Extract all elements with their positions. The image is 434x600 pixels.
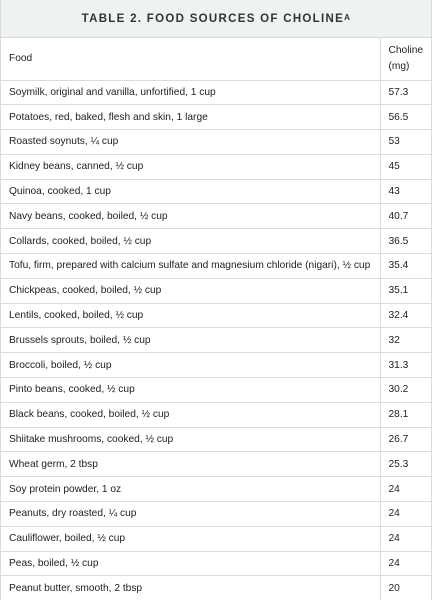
- food-cell: Kidney beans, canned, ½ cup: [1, 154, 380, 179]
- choline-cell: 35.4: [380, 254, 432, 279]
- food-cell: Broccoli, boiled, ½ cup: [1, 353, 380, 378]
- table-row: [1, 105, 432, 130]
- table-row: [1, 378, 432, 403]
- food-cell: Quinoa, cooked, 1 cup: [1, 179, 380, 204]
- choline-cell: 26.7: [380, 427, 432, 452]
- food-cell: Peas, boiled, ½ cup: [1, 551, 380, 576]
- table-caption-text: TABLE 2. FOOD SOURCES OF CHOLINE: [81, 12, 345, 25]
- food-cell: Peanuts, dry roasted, ¼ cup: [1, 502, 380, 527]
- table-row: [1, 130, 432, 155]
- food-cell: Cauliflower, boiled, ½ cup: [1, 526, 380, 551]
- table-row: [1, 477, 432, 502]
- food-cell: Black beans, cooked, boiled, ½ cup: [1, 402, 380, 427]
- choline-cell: 32.4: [380, 303, 432, 328]
- header-choline-label: Choline: [388, 45, 424, 57]
- table-row: [1, 551, 432, 576]
- table-caption-footnote-marker: A: [344, 13, 351, 22]
- table-row: [1, 204, 432, 229]
- choline-cell: 32: [380, 328, 432, 353]
- table-row: [1, 179, 432, 204]
- table-row: [1, 353, 432, 378]
- table-row: [1, 229, 432, 254]
- food-cell: Peanut butter, smooth, 2 tbsp: [1, 576, 380, 600]
- food-cell: Roasted soynuts, ¼ cup: [1, 130, 380, 155]
- table-row: [1, 303, 432, 328]
- header-choline-unit: (mg): [388, 61, 410, 73]
- table-row: [1, 402, 432, 427]
- choline-cell: 24: [380, 502, 432, 527]
- food-cell: Wheat germ, 2 tbsp: [1, 452, 380, 477]
- table-row: [1, 452, 432, 477]
- table-row: [1, 502, 432, 527]
- choline-cell: 56.5: [380, 105, 432, 130]
- choline-cell: 28.1: [380, 402, 432, 427]
- food-cell: Chickpeas, cooked, boiled, ½ cup: [1, 278, 380, 303]
- table-caption: [1, 0, 431, 38]
- food-cell: Shiitake mushrooms, cooked, ½ cup: [1, 427, 380, 452]
- food-cell: Collards, cooked, boiled, ½ cup: [1, 229, 380, 254]
- choline-cell: 57.3: [380, 80, 432, 105]
- food-cell: Tofu, firm, prepared with calcium sulfate and magnesium chloride (nigari), ½ cup: [1, 254, 380, 279]
- table-row: [1, 576, 432, 600]
- table-row: [1, 427, 432, 452]
- choline-cell: 30.2: [380, 378, 432, 403]
- header-choline: [380, 38, 432, 80]
- choline-cell: 43: [380, 179, 432, 204]
- food-sources-table: [1, 38, 432, 600]
- table-header-row: [1, 38, 432, 80]
- choline-cell: 24: [380, 526, 432, 551]
- choline-cell: 53: [380, 130, 432, 155]
- choline-cell: 36.5: [380, 229, 432, 254]
- choline-cell: 45: [380, 154, 432, 179]
- choline-cell: 20: [380, 576, 432, 600]
- choline-cell: 24: [380, 551, 432, 576]
- food-cell: Lentils, cooked, boiled, ½ cup: [1, 303, 380, 328]
- table-row: [1, 154, 432, 179]
- choline-cell: 31.3: [380, 353, 432, 378]
- choline-cell: 24: [380, 477, 432, 502]
- table-body: [1, 80, 432, 600]
- header-food: Food: [1, 38, 380, 80]
- table-row: [1, 278, 432, 303]
- table-row: [1, 328, 432, 353]
- table-row: [1, 254, 432, 279]
- food-cell: Soymilk, original and vanilla, unfortified, 1 cup: [1, 80, 380, 105]
- food-cell: Pinto beans, cooked, ½ cup: [1, 378, 380, 403]
- table-row: [1, 80, 432, 105]
- food-cell: Soy protein powder, 1 oz: [1, 477, 380, 502]
- choline-cell: 25.3: [380, 452, 432, 477]
- food-cell: Navy beans, cooked, boiled, ½ cup: [1, 204, 380, 229]
- choline-cell: 40.7: [380, 204, 432, 229]
- choline-cell: 35.1: [380, 278, 432, 303]
- table-row: [1, 526, 432, 551]
- food-cell: Brussels sprouts, boiled, ½ cup: [1, 328, 380, 353]
- food-cell: Potatoes, red, baked, flesh and skin, 1 large: [1, 105, 380, 130]
